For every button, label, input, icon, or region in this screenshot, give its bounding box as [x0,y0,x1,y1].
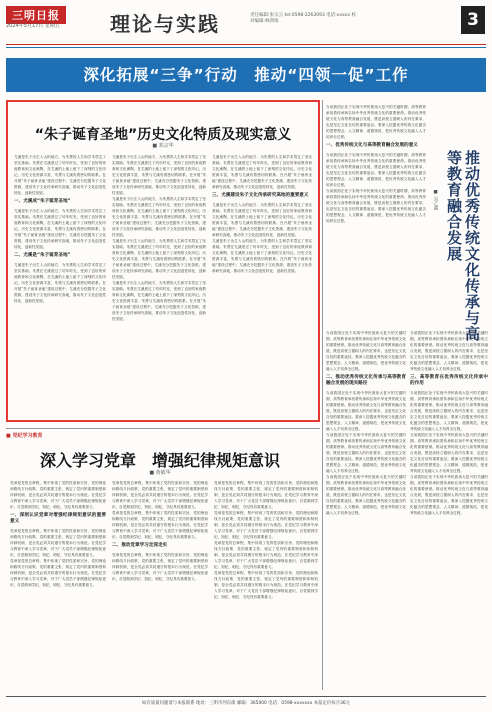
side-column-1 [326,104,426,324]
section-divider [6,428,320,429]
feature-body-text: 尤溪是朱子出生入山的地方，为朱熹的人生和学术奠定了坚实基础。朱熹在尤溪度过了幼年时光，受到了良好的家庭教育和文化熏陶，在尤溪的土地上留下了深刻的文化印记。历史文化资源丰富，朱熹与尤溪有着密切的联系。在开展“朱子诞育圣地”建设过程中，尤溪充分挖掘朱子文化资源，建设朱子文化传承研究高地，推动朱子文化创造性转化、创新性发展。 [14,263,106,303]
side-subhead-2: 二、推动优秀传统文化传承与高等教育融合发展的现实路径 [326,375,406,386]
feature-body-text: 尤溪是朱子出生入山的地方，为朱熹的人生和学术奠定了坚实基础。朱熹在尤溪度过了幼年时光，受到了良好的家庭教育和文化熏陶，在尤溪的土地上留下了深刻的文化印记。历史文化资源丰富，朱熹与尤溪有着密切的联系。在开展“朱子诞育圣地”建设过程中，尤溪充分挖掘朱子文化资源，建设朱子文化传承研究高地，推动朱子文化创造性转化、创新性发展。 [212,203,312,237]
bottom-body-text: 党章是党的总章程，集中体现了党的性质和宗旨、党的理论和路线方针政策、党的重要主张，规定了党内的重要制度和体制机制，是全党必须共同遵守的根本行为规范。在党纪学习教育中深入学习党章，对于广大党员干部增强纪律规矩意识，自觉做到学纪、知纪、明纪、守纪具有重要意义。 [214,571,318,599]
bottom-subhead-1: 一、深刻认识党章对增强纪律规矩意识的重要意义 [10,513,106,524]
side-body-text: 当前我国正处于实现中华民族伟大复兴的关键时期，高等教育承担着传承和弘扬中华优秀传统文化的重要使命。推动优秀传统文化与高等教育融合发展，既是高校立德树人的内在要求，也是坚定文化自信的重要途径。要深入挖掘优秀传统文化蕴含的思想观念、人文精神、道德规范，把优秀传统文化融入人才培养全过程。 [326,433,406,473]
footer-text: 如有质量问题请与本报联系 地址：三明市列东街 邮编：365000 电话：0598-xxxxxxx 本报定价每月36元 [141,701,351,706]
feature-article-byline: ■ 邓宗华 [152,143,174,149]
feature-body-text: 尤溪是朱子出生入山的地方，为朱熹的人生和学术奠定了坚实基础。朱熹在尤溪度过了幼年时光，受到了良好的家庭教育和文化熏陶，在尤溪的土地上留下了深刻的文化印记。历史文化资源丰富，朱熹与尤溪有着密切的联系。在开展“朱子诞育圣地”建设过程中，尤溪充分挖掘朱子文化资源，建设朱子文化传承研究高地，推动朱子文化创造性转化、创新性发展。 [112,281,206,321]
side-column-3 [410,330,488,690]
feature-column-2 [112,154,206,412]
campaign-banner: 深化拓展“三争”行动 推动“四领一促”工作 [6,58,486,92]
bottom-column-1 [10,480,106,694]
side-body-text: 当前我国正处于实现中华民族伟大复兴的关键时期，高等教育承担着传承和弘扬中华优秀传统文化的重要使命。推动优秀传统文化与高等教育融合发展，既是高校立德树人的内在要求，也是坚定文化自信的重要途径。要深入挖掘优秀传统文化蕴含的思想观念、人文精神、道德规范，把优秀传统文化融入人才培养全过程。 [410,475,488,515]
column-divider [322,100,323,690]
feature-column-1 [14,154,106,412]
feature-subhead-3: 三、尤溪建设朱子文化传承研究高地的重要意义 [212,193,309,198]
footer-rule [6,696,486,697]
side-body-text: 当前我国正处于实现中华民族伟大复兴的关键时期，高等教育承担着传承和弘扬中华优秀传统文化的重要使命。推动优秀传统文化与高等教育融合发展，既是高校立德树人的内在要求，也是坚定文化自信的重要途径。要深入挖掘优秀传统文化蕴含的思想观念、人文精神、道德规范，把优秀传统文化融入人才培养全过程。 [410,331,488,371]
bottom-body-text: 党章是党的总章程，集中体现了党的性质和宗旨、党的理论和路线方针政策、党的重要主张，规定了党内的重要制度和体制机制，是全党必须共同遵守的根本行为规范。在党纪学习教育中深入学习党章，对于广大党员干部增强纪律规矩意识，自觉做到学纪、知纪、明纪、守纪具有重要意义。 [112,481,208,509]
bottom-article-title: 深入学习党章 增强纪律规矩意识 [39,451,280,470]
bottom-body-text: 党章是党的总章程，集中体现了党的性质和宗旨、党的理论和路线方针政策、党的重要主张，规定了党内的重要制度和体制机制，是全党必须共同遵守的根本行为规范。在党纪学习教育中深入学习党章，对于广大党员干部增强纪律规矩意识，自觉做到学纪、知纪、明纪、守纪具有重要意义。 [10,481,106,509]
bottom-subhead-2: 二、推动党章学习走深走实 [112,543,168,548]
newspaper-logo: 三明日报 [6,6,66,24]
side-subhead-1: 一、优秀传统文化与高等教育融合发展的意义 [326,143,418,148]
section-title: 理论与实践 [110,12,220,36]
feature-body-text: 尤溪是朱子出生入山的地方，为朱熹的人生和学术奠定了坚实基础。朱熹在尤溪度过了幼年时光，受到了良好的家庭教育和文化熏陶，在尤溪的土地上留下了深刻的文化印记。历史文化资源丰富，朱熹与尤溪有着密切的联系。在开展“朱子诞育圣地”建设过程中，尤溪充分挖掘朱子文化资源，建设朱子文化传承研究高地，推动朱子文化创造性转化、创新性发展。 [212,155,312,189]
feature-subhead-2: 二、尤溪是“朱子诞育圣地” [14,253,71,258]
header-rule-2 [6,47,486,48]
bottom-column-3 [214,480,318,694]
bottom-body-text: 党章是党的总章程，集中体现了党的性质和宗旨、党的理论和路线方针政策、党的重要主张，规定了党内的重要制度和体制机制，是全党必须共同遵守的根本行为规范。在党纪学习教育中深入学习党章，对于广大党员干部增强纪律规矩意识，自觉做到学纪、知纪、明纪、守纪具有重要意义。 [214,541,318,569]
side-article-title: 推动优秀传统文化传承与高等教育融合发展 [445,150,481,342]
feature-body-text: 尤溪是朱子出生入山的地方，为朱熹的人生和学术奠定了坚实基础。朱熹在尤溪度过了幼年时光，受到了良好的家庭教育和文化熏陶，在尤溪的土地上留下了深刻的文化印记。历史文化资源丰富，朱熹与尤溪有着密切的联系。在开展“朱子诞育圣地”建设过程中，尤溪充分挖掘朱子文化资源，建设朱子文化传承研究高地，推动朱子文化创造性转化、创新性发展。 [14,209,106,249]
side-body-text: 当前我国正处于实现中华民族伟大复兴的关键时期，高等教育承担着传承和弘扬中华优秀传统文化的重要使命。推动优秀传统文化与高等教育融合发展，既是高校立德树人的内在要求，也是坚定文化自信的重要途径。要深入挖掘优秀传统文化蕴含的思想观念、人文精神、道德规范，把优秀传统文化融入人才培养全过程。 [326,153,426,187]
header-rule [6,44,486,45]
feature-body-text: 尤溪是朱子出生入山的地方，为朱熹的人生和学术奠定了坚实基础。朱熹在尤溪度过了幼年时光，受到了良好的家庭教育和文化熏陶，在尤溪的土地上留下了深刻的文化印记。历史文化资源丰富，朱熹与尤溪有着密切的联系。在开展“朱子诞育圣地”建设过程中，尤溪充分挖掘朱子文化资源，建设朱子文化传承研究高地，推动朱子文化创造性转化、创新性发展。 [14,155,106,195]
bottom-body-text: 党章是党的总章程，集中体现了党的性质和宗旨、党的理论和路线方针政策、党的重要主张，规定了党内的重要制度和体制机制，是全党必须共同遵守的根本行为规范。在党纪学习教育中深入学习党章，对于广大党员干部增强纪律规矩意识，自觉做到学纪、知纪、明纪、守纪具有重要意义。 [112,553,208,581]
side-body-text: 当前我国正处于实现中华民族伟大复兴的关键时期，高等教育承担着传承和弘扬中华优秀传统文化的重要使命。推动优秀传统文化与高等教育融合发展，既是高校立德树人的内在要求，也是坚定文化自信的重要途径。要深入挖掘优秀传统文化蕴含的思想观念、人文精神、道德规范，把优秀传统文化融入人才培养全过程。 [326,331,406,371]
side-body-text: 当前我国正处于实现中华民族伟大复兴的关键时期，高等教育承担着传承和弘扬中华优秀传统文化的重要使命。推动优秀传统文化与高等教育融合发展，既是高校立德树人的内在要求，也是坚定文化自信的重要途径。要深入挖掘优秀传统文化蕴含的思想观念、人文精神、道德规范，把优秀传统文化融入人才培养全过程。 [326,189,426,223]
editor-info: 责任编辑:张宗云 tel:0598-2263093 电话:xxxxx 校对编辑:林鸿娟 [250,13,357,25]
side-body-text: 当前我国正处于实现中华民族伟大复兴的关键时期，高等教育承担着传承和弘扬中华优秀传统文化的重要使命。推动优秀传统文化与高等教育融合发展，既是高校立德树人的内在要求，也是坚定文化自信的重要途径。要深入挖掘优秀传统文化蕴含的思想观念、人文精神、道德规范，把优秀传统文化融入人才培养全过程。 [410,391,488,431]
bottom-body-text: 党章是党的总章程，集中体现了党的性质和宗旨、党的理论和路线方针政策、党的重要主张，规定了党内的重要制度和体制机制，是全党必须共同遵守的根本行为规范。在党纪学习教育中深入学习党章，对于广大党员干部增强纪律规矩意识，自觉做到学纪、知纪、明纪、守纪具有重要意义。 [10,559,106,587]
feature-article-title: “朱子诞育圣地”历史文化特质及现实意义 [34,127,292,143]
feature-body-text: 尤溪是朱子出生入山的地方，为朱熹的人生和学术奠定了坚实基础。朱熹在尤溪度过了幼年时光，受到了良好的家庭教育和文化熏陶，在尤溪的土地上留下了深刻的文化印记。历史文化资源丰富，朱熹与尤溪有着密切的联系。在开展“朱子诞育圣地”建设过程中，尤溪充分挖掘朱子文化资源，建设朱子文化传承研究高地，推动朱子文化创造性转化、创新性发展。 [212,239,312,273]
side-body-text: 当前我国正处于实现中华民族伟大复兴的关键时期，高等教育承担着传承和弘扬中华优秀传统文化的重要使命。推动优秀传统文化与高等教育融合发展，既是高校立德树人的内在要求，也是坚定文化自信的重要途径。要深入挖掘优秀传统文化蕴含的思想观念、人文精神、道德规范，把优秀传统文化融入人才培养全过程。 [326,105,426,139]
side-column-2 [326,330,406,690]
bottom-section-tag: ■ 党纪学习教育 [6,433,43,439]
feature-body-text: 尤溪是朱子出生入山的地方，为朱熹的人生和学术奠定了坚实基础。朱熹在尤溪度过了幼年时光，受到了良好的家庭教育和文化熏陶，在尤溪的土地上留下了深刻的文化印记。历史文化资源丰富，朱熹与尤溪有着密切的联系。在开展“朱子诞育圣地”建设过程中，尤溪充分挖掘朱子文化资源，建设朱子文化传承研究高地，推动朱子文化创造性转化、创新性发展。 [112,239,206,279]
bottom-column-2 [112,480,208,694]
feature-column-3 [212,154,312,412]
bottom-body-text: 党章是党的总章程，集中体现了党的性质和宗旨、党的理论和路线方针政策、党的重要主张，规定了党内的重要制度和体制机制，是全党必须共同遵守的根本行为规范。在党纪学习教育中深入学习党章，对于广大党员干部增强纪律规矩意识，自觉做到学纪、知纪、明纪、守纪具有重要意义。 [10,529,106,557]
feature-body-text: 尤溪是朱子出生入山的地方，为朱熹的人生和学术奠定了坚实基础。朱熹在尤溪度过了幼年时光，受到了良好的家庭教育和文化熏陶，在尤溪的土地上留下了深刻的文化印记。历史文化资源丰富，朱熹与尤溪有着密切的联系。在开展“朱子诞育圣地”建设过程中，尤溪充分挖掘朱子文化资源，建设朱子文化传承研究高地，推动朱子文化创造性转化、创新性发展。 [112,197,206,237]
feature-body-text: 尤溪是朱子出生入山的地方，为朱熹的人生和学术奠定了坚实基础。朱熹在尤溪度过了幼年时光，受到了良好的家庭教育和文化熏陶，在尤溪的土地上留下了深刻的文化印记。历史文化资源丰富，朱熹与尤溪有着密切的联系。在开展“朱子诞育圣地”建设过程中，尤溪充分挖掘朱子文化资源，建设朱子文化传承研究高地，推动朱子文化创造性转化、创新性发展。 [112,155,206,195]
page-number: 3 [461,6,485,34]
bottom-body-text: 党章是党的总章程，集中体现了党的性质和宗旨、党的理论和路线方针政策、党的重要主张，规定了党内的重要制度和体制机制，是全党必须共同遵守的根本行为规范。在党纪学习教育中深入学习党章，对于广大党员干部增强纪律规矩意识，自觉做到学纪、知纪、明纪、守纪具有重要意义。 [214,481,318,509]
side-article-author: ■ 吴乙鑫 [433,190,438,211]
side-body-text: 当前我国正处于实现中华民族伟大复兴的关键时期，高等教育承担着传承和弘扬中华优秀传统文化的重要使命。推动优秀传统文化与高等教育融合发展，既是高校立德树人的内在要求，也是坚定文化自信的重要途径。要深入挖掘优秀传统文化蕴含的思想观念、人文精神、道德规范，把优秀传统文化融入人才培养全过程。 [410,433,488,473]
bottom-body-text: 党章是党的总章程，集中体现了党的性质和宗旨、党的理论和路线方针政策、党的重要主张，规定了党内的重要制度和体制机制，是全党必须共同遵守的根本行为规范。在党纪学习教育中深入学习党章，对于广大党员干部增强纪律规矩意识，自觉做到学纪、知纪、明纪、守纪具有重要意义。 [214,511,318,539]
bottom-body-text: 党章是党的总章程，集中体现了党的性质和宗旨、党的理论和路线方针政策、党的重要主张，规定了党内的重要制度和体制机制，是全党必须共同遵守的根本行为规范。在党纪学习教育中深入学习党章，对于广大党员干部增强纪律规矩意识，自觉做到学纪、知纪、明纪、守纪具有重要意义。 [112,511,208,539]
side-body-text: 当前我国正处于实现中华民族伟大复兴的关键时期，高等教育承担着传承和弘扬中华优秀传统文化的重要使命。推动优秀传统文化与高等教育融合发展，既是高校立德树人的内在要求，也是坚定文化自信的重要途径。要深入挖掘优秀传统文化蕴含的思想观念、人文精神、道德规范，把优秀传统文化融入人才培养全过程。 [326,391,406,431]
feature-subhead-1: 一、尤溪成“朱子诞育圣地” [14,199,71,204]
bottom-article-byline: ■ 黄敏华 [149,470,171,476]
side-body-text: 当前我国正处于实现中华民族伟大复兴的关键时期，高等教育承担着传承和弘扬中华优秀传统文化的重要使命。推动优秀传统文化与高等教育融合发展，既是高校立德树人的内在要求，也是坚定文化自信的重要途径。要深入挖掘优秀传统文化蕴含的思想观念、人文精神、道德规范，把优秀传统文化融入人才培养全过程。 [326,475,406,515]
issue-date: 2024年5月17日 星期五 [6,23,60,29]
side-subhead-3: 三、高等教育在优秀传统文化传承中的作用 [410,375,488,386]
